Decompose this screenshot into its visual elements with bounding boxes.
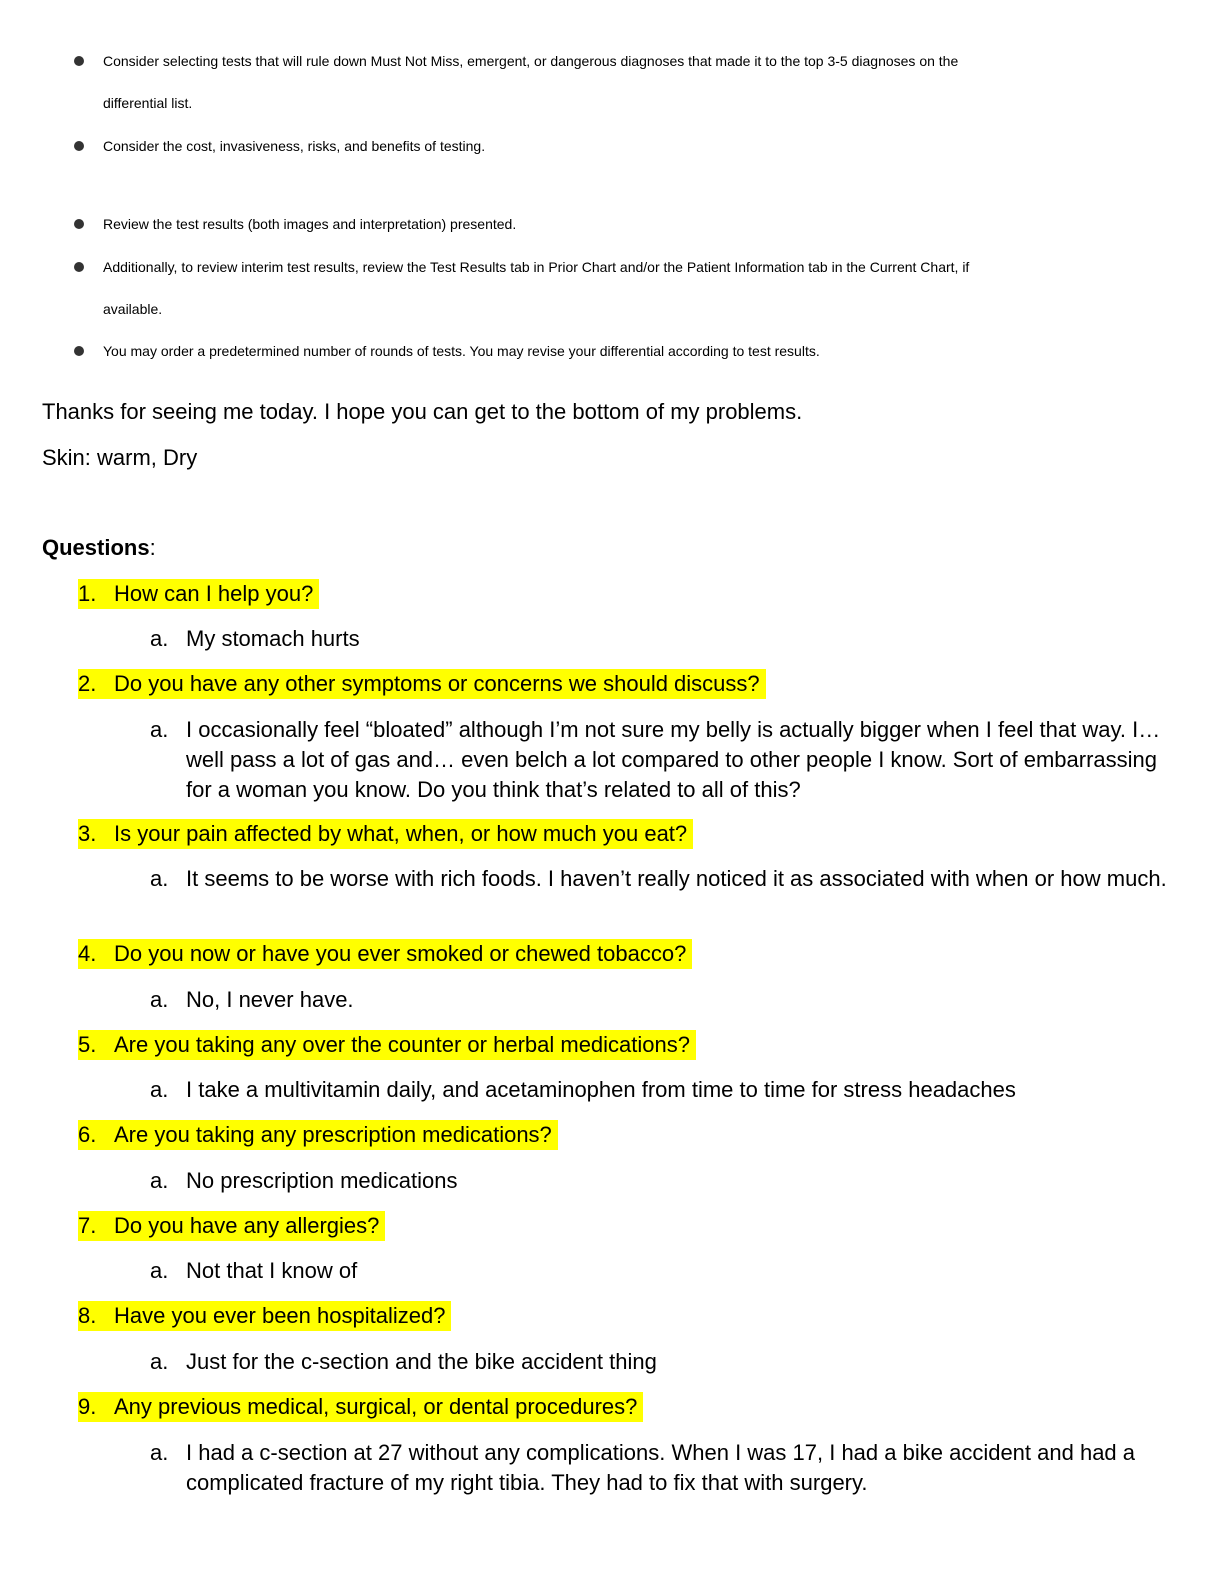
intro-text: Thanks for seeing me today. I hope you can get to the bottom of my problems. <box>42 399 803 424</box>
question-highlight <box>78 579 319 609</box>
question-number: 6. <box>78 1122 97 1147</box>
question-highlight <box>78 1211 385 1241</box>
instruction-item <box>103 215 516 233</box>
question-number: 4. <box>78 941 97 966</box>
answer-letter: a. <box>150 1349 169 1374</box>
question-item <box>78 1030 696 1060</box>
questions-heading-label: Questions <box>42 535 150 560</box>
answer-text: Not that I know of <box>186 1258 358 1283</box>
instruction-text-continued: available. <box>103 301 163 317</box>
question-item <box>78 669 766 699</box>
question-item <box>78 1211 385 1241</box>
questions-heading-colon: : <box>149 535 156 560</box>
question-item <box>78 1301 451 1331</box>
question-number: 7. <box>78 1213 97 1238</box>
answer-text: It seems to be worse with rich foods. I haven’t really noticed it as associated with when or how much. <box>186 866 1167 891</box>
instruction-item <box>103 137 485 155</box>
question-number: 5. <box>78 1032 97 1057</box>
answer-letter: a. <box>150 717 169 742</box>
question-item <box>78 1392 643 1422</box>
question-text: Do you have any allergies? <box>114 1213 380 1238</box>
answer-text: I occasionally feel “bloated” although I’m not sure my belly is actually bigger when I feel that way. I…well pass a lot of gas and… even belch a lot compared to other people I know. Sort of embarrassing for a woman you know. Do you think that’s related to all of this? <box>186 717 1161 802</box>
instruction-item <box>103 258 969 318</box>
question-highlight <box>78 1392 643 1422</box>
answer-item <box>150 715 1180 805</box>
answer-item <box>150 1347 1180 1377</box>
answer-letter: a. <box>150 1077 169 1102</box>
answer-letter: a. <box>150 1258 169 1283</box>
question-text: Are you taking any prescription medications? <box>114 1122 552 1147</box>
instruction-item <box>103 52 958 112</box>
answer-letter: a. <box>150 866 169 891</box>
instruction-text: Review the test results (both images and interpretation) presented. <box>103 216 517 232</box>
question-highlight <box>78 1030 696 1060</box>
question-number: 8. <box>78 1303 97 1328</box>
instruction-text: Consider selecting tests that will rule down Must Not Miss, emergent, or dangerous diagnoses that made it to the top 3-5 diagnoses on the <box>103 53 959 69</box>
question-text: Any previous medical, surgical, or dental procedures? <box>114 1394 638 1419</box>
answer-text: My stomach hurts <box>186 626 360 651</box>
question-text: Do you now or have you ever smoked or chewed tobacco? <box>114 941 687 966</box>
bullet-icon <box>74 219 84 229</box>
instruction-text: You may order a predetermined number of rounds of tests. You may revise your differential according to test results. <box>103 343 820 359</box>
answer-letter: a. <box>150 987 169 1012</box>
question-item <box>78 1120 558 1150</box>
instruction-text: Additionally, to review interim test results, review the Test Results tab in Prior Chart and/or the Patient Information tab in the Current Chart, if <box>103 259 970 275</box>
question-item <box>78 579 319 609</box>
question-number: 9. <box>78 1394 97 1419</box>
question-highlight <box>78 819 693 849</box>
bullet-icon <box>74 56 84 66</box>
answer-item <box>150 1256 1180 1286</box>
question-number: 1. <box>78 581 97 606</box>
question-item <box>78 939 692 969</box>
question-number: 2. <box>78 671 97 696</box>
answer-text: No, I never have. <box>186 987 354 1012</box>
answer-item <box>150 985 1180 1015</box>
question-item <box>78 819 693 849</box>
answer-letter: a. <box>150 1440 169 1465</box>
question-text: Have you ever been hospitalized? <box>114 1303 446 1328</box>
answer-item <box>150 864 1180 894</box>
question-highlight <box>78 1120 558 1150</box>
question-highlight <box>78 669 766 699</box>
question-highlight <box>78 939 692 969</box>
bullet-icon <box>74 141 84 151</box>
answer-letter: a. <box>150 1168 169 1193</box>
answer-letter: a. <box>150 626 169 651</box>
skin-finding: Skin: warm, Dry <box>42 445 198 470</box>
answer-item <box>150 1075 1180 1105</box>
answer-item <box>150 1438 1180 1498</box>
question-highlight <box>78 1301 451 1331</box>
instruction-text-continued: differential list. <box>103 95 193 111</box>
bullet-icon <box>74 346 84 356</box>
question-text: Is your pain affected by what, when, or how much you eat? <box>114 821 688 846</box>
question-number: 3. <box>78 821 97 846</box>
answer-text: Just for the c-section and the bike accident thing <box>186 1349 657 1374</box>
bullet-icon <box>74 262 84 272</box>
answer-text: I take a multivitamin daily, and acetaminophen from time to time for stress headaches <box>186 1077 1016 1102</box>
instruction-text: Consider the cost, invasiveness, risks, and benefits of testing. <box>103 138 486 154</box>
question-text: Do you have any other symptoms or concerns we should discuss? <box>114 671 760 696</box>
question-text: Are you taking any over the counter or herbal medications? <box>114 1032 690 1057</box>
instruction-item <box>103 342 820 360</box>
answer-item <box>150 624 1180 654</box>
answer-text: I had a c-section at 27 without any complications. When I was 17, I had a bike accident and had a complicated fracture of my right tibia. They had to fix that with surgery. <box>186 1440 1136 1495</box>
question-text: How can I help you? <box>114 581 314 606</box>
answer-text: No prescription medications <box>186 1168 458 1193</box>
answer-item <box>150 1166 1180 1196</box>
questions-heading <box>42 535 156 561</box>
